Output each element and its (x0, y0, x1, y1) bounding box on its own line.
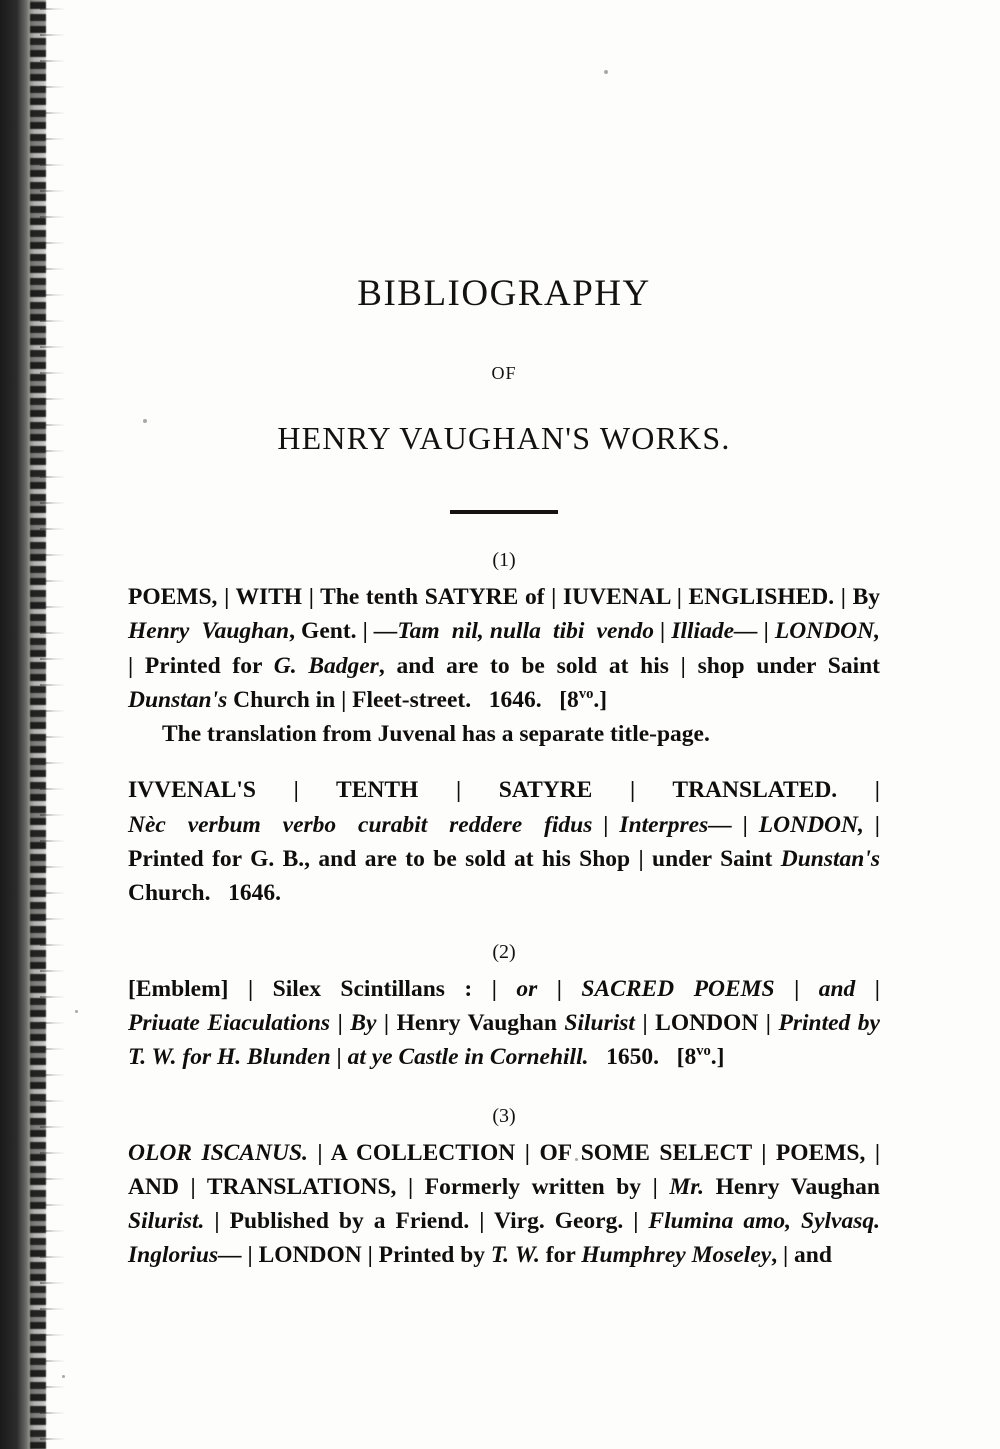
entry-1-citation: POEMS, | WITH | The tenth SATYRE of | IUVENAL | ENGLISHED. | By Henry Vaughan, Gent. | —Tam nil, nulla tibi vendo | Illiade— | LONDON, | Printed for G. Badger, and are to be sold at his | shop under Saint Dunstan's Church in | Fleet-street. 1646. $[8^{vo}.]$ (128, 584, 880, 713)
ornamental-divider (128, 501, 880, 519)
entry-1-second-title: IVVENAL'S | TENTH | SATYRE | TRANSLATED. | Nèc verbum verbo curabit reddere fidus | Interpres— | LONDON, | Printed for G. B., and are to be sold at his Shop | under Saint Dunstan's Church. 1646. (128, 777, 880, 907)
page-speck (62, 1375, 65, 1378)
page-text-column (128, 0, 880, 1449)
entry-number-2: (2) (492, 940, 516, 963)
binding-fray-texture (40, 0, 66, 1449)
title-connector-of: OF (491, 363, 517, 383)
entry-body-1 (128, 580, 880, 911)
divider-rule (450, 510, 558, 514)
entry-3-citation: OLOR ISCANUS. | A COLLECTION | OF SOME SELECT | POEMS, | AND | TRANSLATIONS, | Formerly written by | Mr. Henry Vaughan Silurist. | Published by a Friend. | Virg. Georg. | Flumina amo, Sylvasq. Inglorius— | LONDON | Printed by T. W. for Humphrey Moseley, | and (128, 1139, 880, 1269)
paragraph-gap (128, 751, 880, 773)
page-title: BIBLIOGRAPHY (357, 273, 651, 314)
entry-1-note: The translation from Juvenal has a separate title-page. (162, 721, 710, 748)
entry-2-citation: [Emblem] | Silex Scintillans : | or | SACRED POEMS | and | Priuate Eiaculations | By | Henry Vaughan Silurist | LONDON | Printed by T. W. for H. Blunden | at ye Castle in Cornehill. 1650. $[8^{vo}.]$ (128, 975, 880, 1071)
entry-body-3 (128, 1136, 880, 1273)
page-speck (75, 1010, 78, 1013)
entry-number-3: (3) (492, 1104, 516, 1127)
entry-number-1: (1) (492, 549, 516, 571)
page-subtitle: HENRY VAUGHAN'S WORKS. (277, 420, 731, 456)
entry-body-2 (128, 972, 880, 1075)
